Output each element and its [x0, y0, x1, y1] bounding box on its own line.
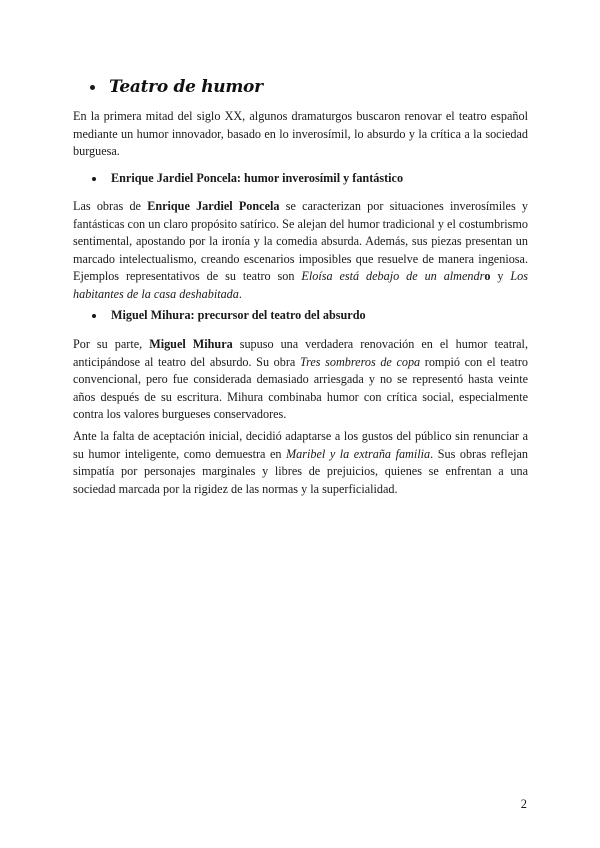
bullet-icon	[92, 177, 96, 181]
mihura-paragraph-2	[73, 428, 528, 498]
text-run: supuso una verdadera renovación en el humor teatral, anticipándose al teatro del absurdo. Su obra	[73, 337, 528, 369]
subheading-mihura-text: Miguel Mihura: precursor del teatro del absurdo	[111, 308, 366, 322]
text-run: rompió con el teatro convencional, pero fue considerada demasiado arriesgada y no se representó hasta veinte años después de su escritura. Mihura combinaba humor con crítica social, especialmente contra los valores burgueses conservadores.	[73, 354, 528, 422]
section-heading	[90, 72, 263, 102]
jardiel-paragraph	[73, 198, 528, 304]
text-run: se caracterizan por situaciones inverosímiles y fantásticas con un claro propósito satírico. Se alejan del humor tradicional y el costumbrismo sentimental, apostando por la ironía y la comedia absurda. Además, sus piezas presentan un marcado intelectualismo, creando escenarios imposibles que resuelve de manera ingeniosa. Ejemplos representativos de su teatro son	[73, 199, 529, 284]
text-run: y	[490, 269, 511, 284]
subheading-jardiel	[92, 171, 403, 186]
work-title: Eloísa está debajo de un almendr	[301, 269, 485, 284]
text-run: .	[238, 286, 242, 301]
text-run: Por su parte,	[73, 337, 150, 351]
subheading-mihura	[92, 308, 366, 323]
work-title: Maribel y la extraña familia	[286, 446, 431, 461]
mihura-paragraph-1	[73, 336, 528, 424]
page-number: 2	[520, 797, 527, 811]
work-title: Los habitantes de la casa deshabitada	[73, 269, 529, 301]
work-title: Tres sombreros de copa	[299, 354, 421, 369]
bullet-icon	[92, 314, 96, 318]
section-title: Teatro de humor	[109, 77, 263, 97]
subheading-jardiel-text: Enrique Jardiel Poncela: humor inverosímil y fantástico	[111, 171, 404, 185]
text-run: o	[484, 269, 491, 284]
intro-paragraph: En la primera mitad del siglo XX, algunos dramaturgos buscaron renovar el teatro español mediante un humor innovador, basado en lo inverosímil, lo absurdo y la crítica a la sociedad burguesa.	[73, 109, 528, 159]
author-name: Enrique Jardiel Poncela	[147, 199, 280, 213]
bullet-icon	[90, 85, 95, 90]
text-run: Ante la falta de aceptación inicial, decidió adaptarse a los gustos del público sin renunciar a su humor inteligente, como demuestra en	[73, 429, 528, 461]
text-run: . Sus obras reflejan simpatía por personajes marginales y libres de prejuicios, quienes se enfrentan a una sociedad marcada por la rigidez de las normas y la superficialidad.	[73, 446, 528, 496]
text-run: Las obras de	[73, 199, 148, 213]
author-name: Miguel Mihura	[149, 337, 233, 351]
